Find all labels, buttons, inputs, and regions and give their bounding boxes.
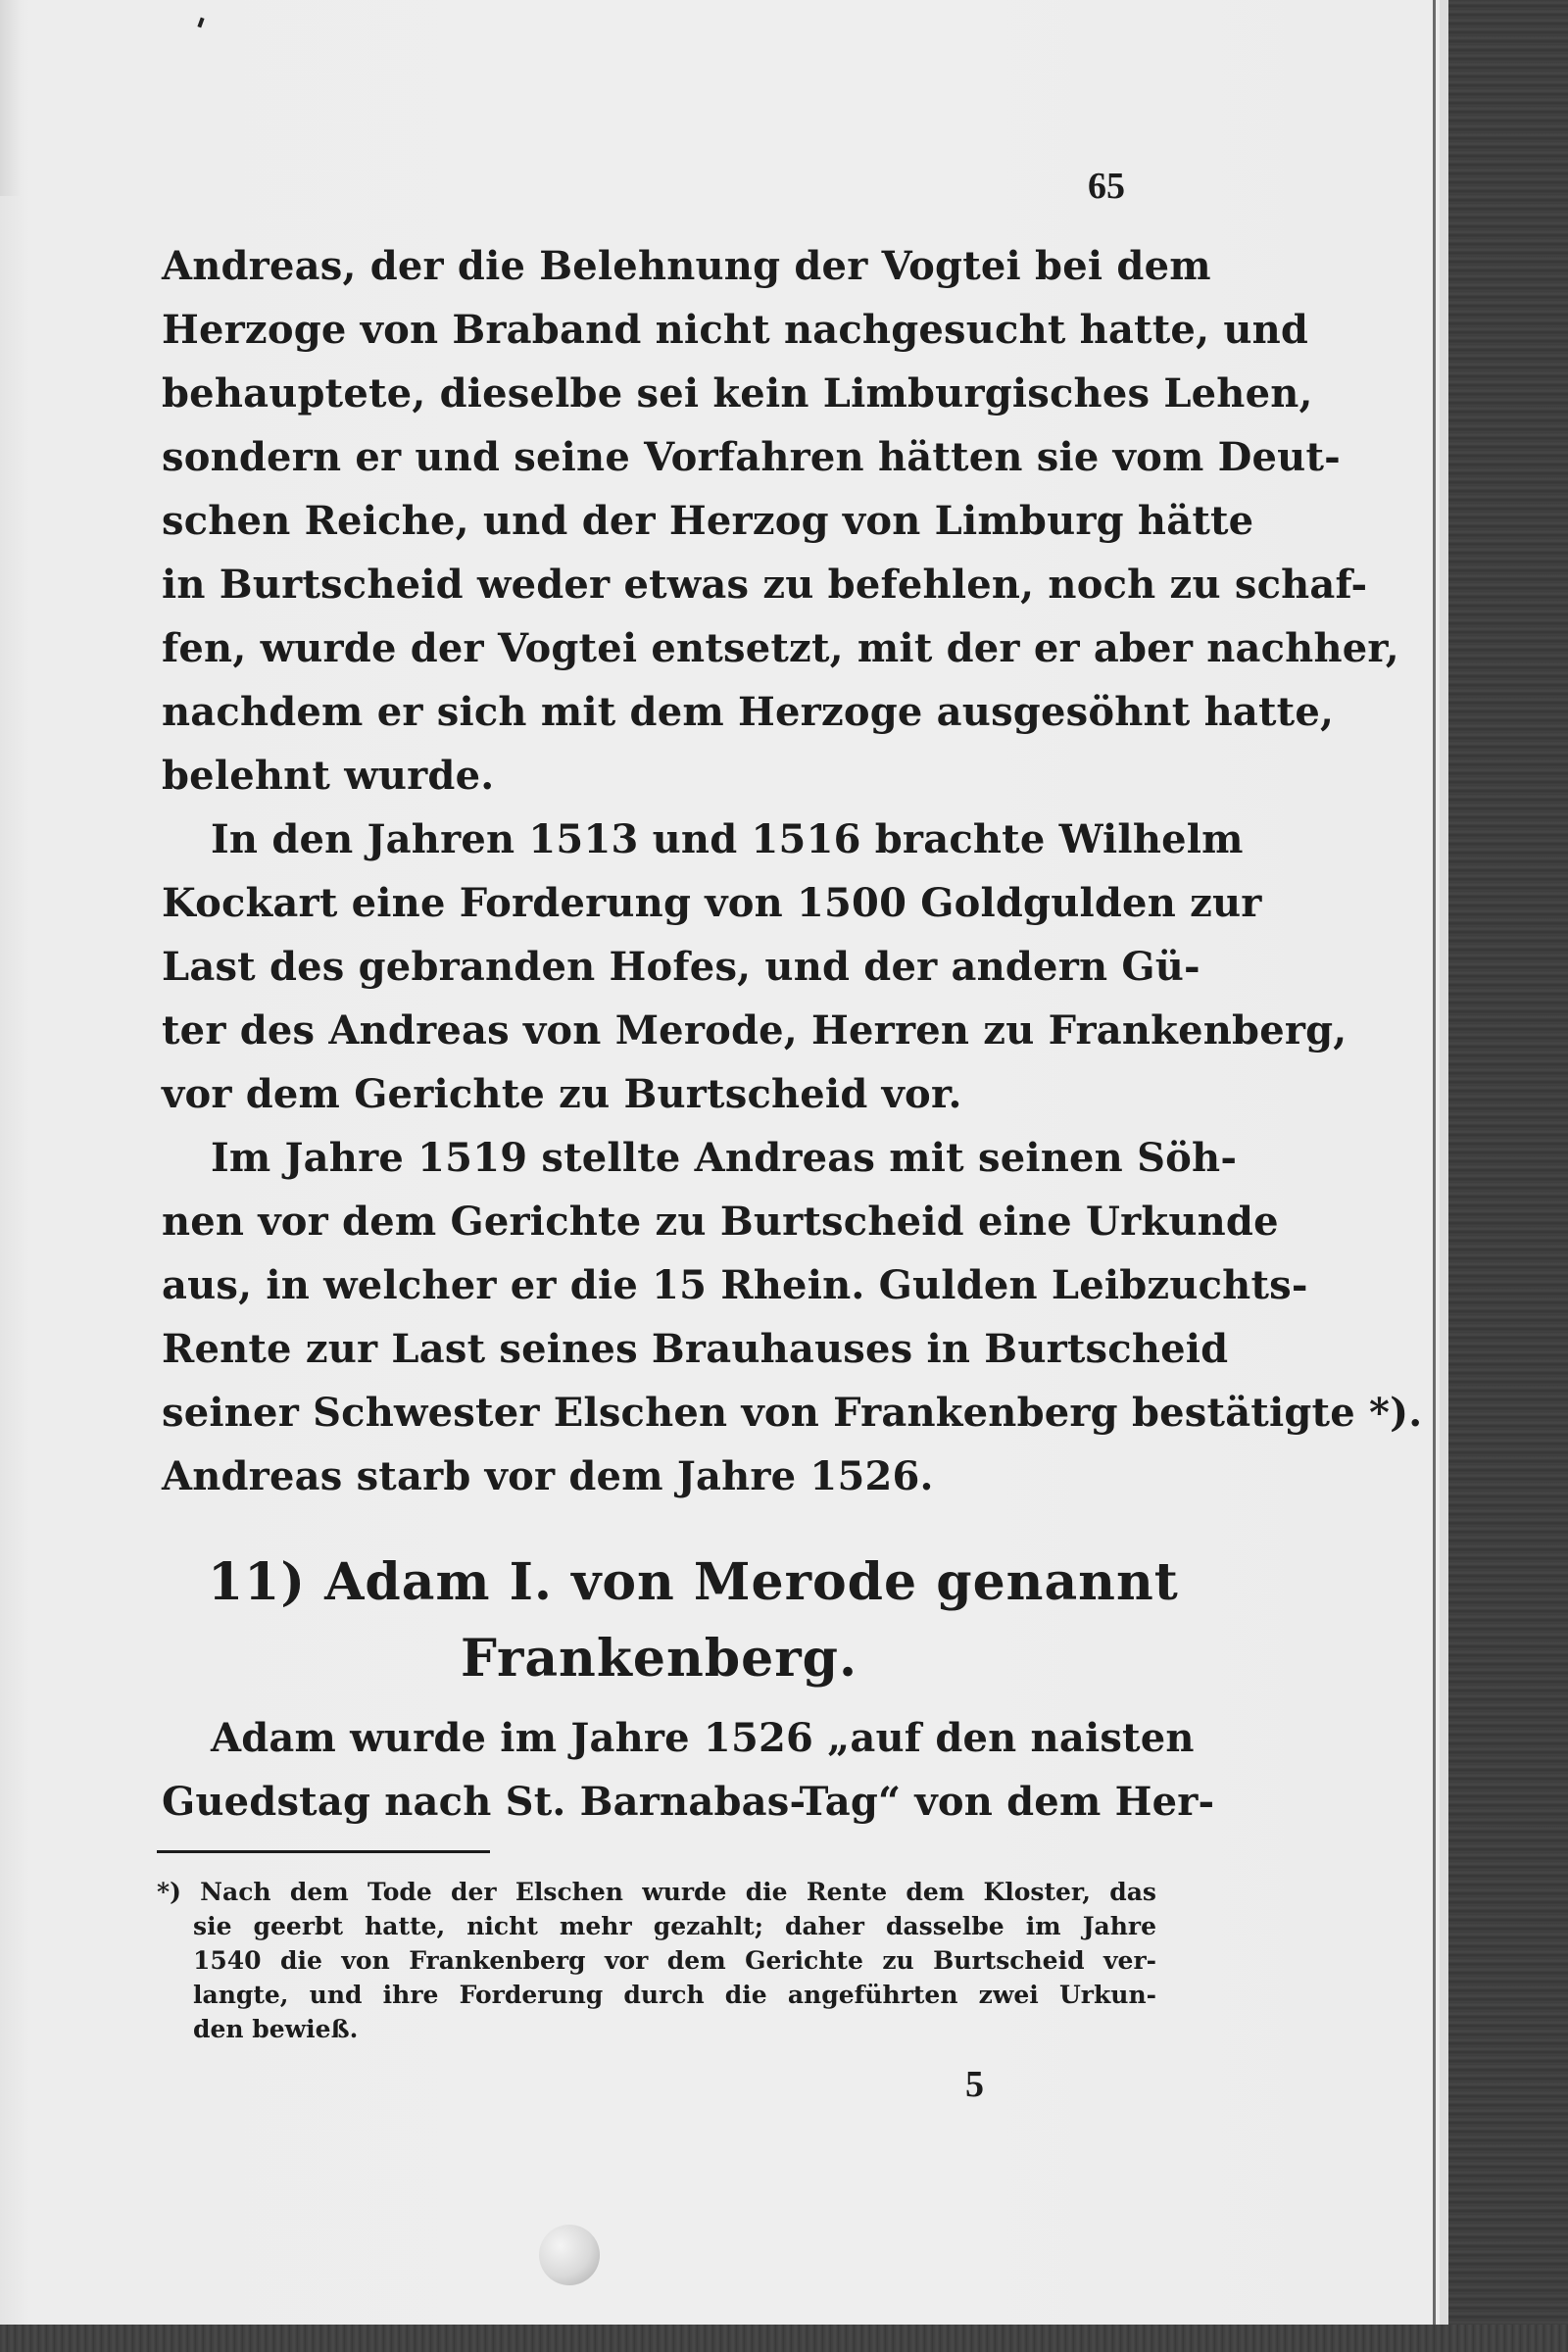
- footnote-line: langte, und ihre Forderung durch die angeführten zwei Urkun-: [193, 1981, 1156, 2009]
- text-line: vor dem Gerichte zu Burtscheid vor.: [162, 1071, 962, 1117]
- text-line: Kockart eine Forderung von 1500 Goldgulden zur: [162, 880, 1262, 926]
- text-line: aus, in welcher er die 15 Rhein. Gulden Leibzuchts-: [162, 1262, 1308, 1308]
- text-line: ter des Andreas von Merode, Herren zu Frankenberg,: [162, 1007, 1348, 1054]
- text-line: sondern er und seine Vorfahren hätten sie vom Deut-: [162, 434, 1341, 480]
- signature-mark: 5: [965, 2064, 984, 2105]
- footnote-rule: [157, 1850, 490, 1853]
- page-edge-shadow: [0, 0, 22, 196]
- text-line: Andreas starb vor dem Jahre 1526.: [162, 1453, 934, 1499]
- page-number: 65: [1088, 166, 1125, 207]
- text-line: schen Reiche, und der Herzog von Limburg hätte: [162, 498, 1254, 544]
- text-line: Herzoge von Braband nicht nachgesucht hatte, und: [162, 307, 1309, 353]
- section-heading-continuation: Frankenberg.: [460, 1629, 858, 1689]
- footnote-line: 1540 die von Frankenberg vor dem Gerichte zu Burtscheid ver-: [193, 1946, 1156, 1975]
- section-heading: 11) Adam I. von Merode genannt: [208, 1552, 1179, 1612]
- scan-smudge: [539, 2225, 600, 2285]
- text-line: in Burtscheid weder etwas zu befehlen, noch zu schaf-: [162, 562, 1368, 608]
- scan-border-bottom: [0, 2325, 1568, 2352]
- ink-speck: [197, 18, 204, 28]
- text-line: behauptete, dieselbe sei kein Limburgisches Lehen,: [162, 370, 1313, 416]
- text-line: Rente zur Last seines Brauhauses in Burtscheid: [162, 1326, 1229, 1372]
- text-line: belehnt wurde.: [162, 753, 495, 799]
- scan-border-right: [1448, 0, 1568, 2352]
- text-line: Im Jahre 1519 stellte Andreas mit seinen Söh-: [211, 1135, 1238, 1181]
- text-line: nen vor dem Gerichte zu Burtscheid eine Urkunde: [162, 1199, 1279, 1245]
- text-line: Andreas, der die Belehnung der Vogtei bei dem: [162, 243, 1211, 289]
- text-line: seiner Schwester Elschen von Frankenberg bestätigte *).: [162, 1390, 1423, 1436]
- footnote-line: den bewieß.: [193, 2015, 359, 2043]
- footnote-line: *) Nach dem Tode der Elschen wurde die Rente dem Kloster, das: [157, 1878, 1156, 1906]
- text-line: nachdem er sich mit dem Herzoge ausgesöhnt hatte,: [162, 689, 1335, 735]
- text-line: fen, wurde der Vogtei entsetzt, mit der er aber nachher,: [162, 625, 1399, 671]
- text-line: Adam wurde im Jahre 1526 „auf den naisten: [211, 1715, 1195, 1761]
- footnote-line: sie geerbt hatte, nicht mehr gezahlt; daher dasselbe im Jahre: [193, 1912, 1156, 1940]
- text-line: Guedstag nach St. Barnabas-Tag“ von dem Her-: [162, 1779, 1215, 1825]
- text-line: In den Jahren 1513 und 1516 brachte Wilhelm: [211, 816, 1244, 862]
- text-line: Last des gebranden Hofes, und der andern Gü-: [162, 944, 1200, 990]
